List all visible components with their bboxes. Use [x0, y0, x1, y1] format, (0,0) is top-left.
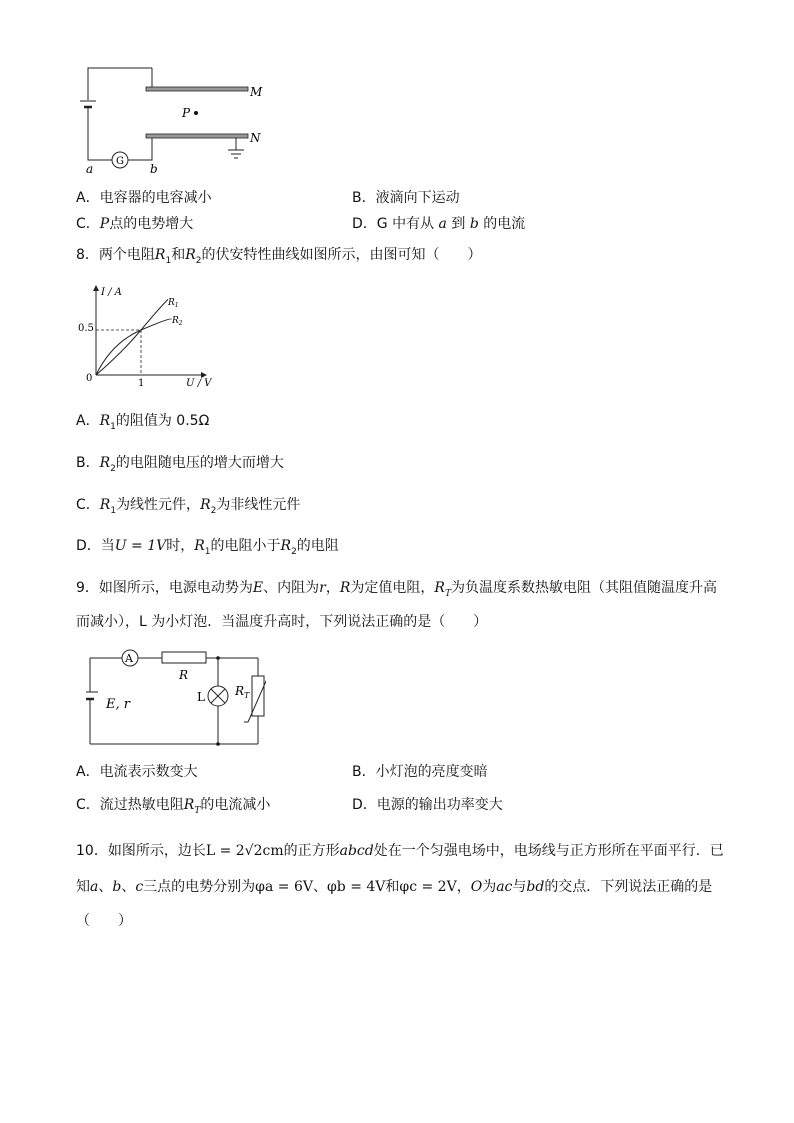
curve-r2 — [96, 319, 172, 375]
q8-option-d-sub1: 1 — [204, 546, 211, 557]
q10-line1-a: 10．如图所示，边长 — [76, 843, 206, 859]
label-thermistor-sub: T — [244, 691, 250, 700]
iu-characteristic-chart — [76, 280, 216, 390]
q8-option-d-mid1: 时， — [166, 538, 195, 554]
q9-stem-part-a: 9．如图所示，电源电动势为 — [76, 580, 253, 596]
q8-option-c-sub1: 1 — [110, 505, 117, 516]
label-m: M — [250, 85, 263, 99]
q10-line2-o: O — [470, 879, 483, 895]
q7-option-d-suffix: 的电流 — [483, 216, 526, 232]
q10-line2-vc: c — [135, 879, 144, 895]
label-resistor: R — [179, 668, 189, 682]
q8-option-c-prefix: C． — [76, 497, 100, 513]
q7-option-d-a: a — [438, 216, 447, 232]
q8-stem-and: 和 — [171, 247, 186, 263]
q10-line2-phib: φb = 4V — [326, 879, 386, 895]
q8-option-d-var2: R — [280, 538, 292, 554]
origin-label: 0 — [86, 373, 93, 384]
label-ammeter: A — [125, 652, 133, 665]
q10-line1-eq: L = 2√2cm — [205, 843, 284, 859]
q10-line2-d: 三点的电势分别为 — [143, 879, 256, 895]
q8-option-d-prefix: D．当 — [76, 538, 115, 554]
q10-line1-c: 处在一个匀强电场中，电场线与正方形所在平面平行．已 — [373, 843, 724, 859]
q8-option-c-var2: R — [200, 497, 211, 513]
q10-line2-e: 、 — [312, 879, 327, 895]
curve-r2-label-sub: 2 — [178, 320, 183, 327]
q8-stem-r1: R — [154, 247, 166, 263]
q10-line2-a: 知 — [76, 879, 90, 895]
q10-line2 — [76, 878, 712, 896]
q8-stem-start: 8．两个电阻 — [76, 247, 155, 263]
label-lamp: L — [197, 690, 205, 704]
q10-line1 — [76, 842, 724, 860]
q8-option-c-sub2: 2 — [210, 505, 217, 516]
q9-stem-R: R — [339, 580, 351, 596]
q7-option-d-b: b — [469, 216, 479, 232]
q7-option-a: A．电容器的电容减小 — [76, 190, 212, 206]
q9-option-d: D．电源的输出功率变大 — [352, 797, 503, 813]
q10-line1-abcd: abcd — [339, 843, 374, 859]
x-tick-label: 1 — [138, 378, 145, 389]
q8-option-d-mid2: 的电阻小于 — [210, 538, 281, 554]
q10-line1-b: 的正方形 — [283, 843, 340, 859]
q10-line2-i: 与 — [512, 879, 527, 895]
q9-stem-part-d: 为定值电阻， — [350, 580, 435, 596]
q9-stem-line2: 而减小），L 为小灯泡．当温度升高时，下列说法正确的是（ ） — [76, 614, 488, 630]
curve-r1-label-main: R — [168, 298, 175, 308]
q8-option-a-suffix: 的阻值为 0.5Ω — [115, 413, 210, 429]
q10-line2-h: 为 — [482, 879, 497, 895]
q8-option-a-prefix: A． — [76, 413, 100, 429]
label-source: E, r — [106, 697, 130, 712]
q9-option-b: B．小灯泡的亮度变暗 — [352, 764, 488, 780]
label-thermistor-main: R — [235, 684, 245, 698]
q7-option-b: B．液滴向下运动 — [352, 190, 460, 206]
q10-line2-phic: φc = 2V — [399, 879, 457, 895]
label-thermistor — [234, 684, 250, 700]
q9-option-c-sub: T — [194, 805, 201, 816]
q8-option-b-suffix: 的电阻随电压的增大而增大 — [115, 455, 284, 471]
q9-option-a: A．电流表示数变大 — [76, 764, 198, 780]
q8-option-c-suffix: 为非线性元件 — [216, 497, 301, 513]
q10-line2-vb: b — [112, 879, 122, 895]
q10-line2-ac: ac — [496, 879, 513, 895]
y-axis-label: I / A — [101, 287, 122, 298]
q7-option-c-suffix: 点的电势增大 — [109, 216, 194, 232]
x-axis-label: U / V — [186, 378, 212, 389]
q9-stem-r: r — [319, 580, 326, 596]
q8-option-a-sub: 1 — [110, 421, 116, 432]
q9-option-c — [76, 796, 270, 820]
q8-option-c-mid: 为线性元件， — [116, 497, 201, 513]
q10-line2-c: 、 — [121, 879, 136, 895]
q10-line2-g: ， — [456, 879, 471, 895]
q9-stem-rt-sub: T — [444, 588, 451, 599]
q10-line2-va: a — [90, 879, 99, 895]
label-g: G — [116, 156, 124, 167]
q8-option-b-sub: 2 — [110, 463, 116, 474]
q8-option-d-suffix: 的电阻 — [296, 538, 339, 554]
q9-option-c-prefix: C．流过热敏电阻 — [76, 797, 184, 813]
label-p: P — [182, 106, 191, 120]
q9-stem-e: E — [252, 580, 264, 596]
q9-stem-part-e: 为负温度系数热敏电阻（其阻值随温度升高 — [450, 580, 717, 596]
q8-stem-r2-sub: 2 — [195, 255, 202, 266]
label-n: N — [250, 131, 261, 145]
q7-option-c-var: P — [99, 216, 110, 232]
q10-line2-bd: bd — [526, 879, 545, 895]
q10-line2-f: 和 — [385, 879, 400, 895]
q9-stem-rt: R — [434, 580, 445, 596]
q8-stem-r1-sub: 1 — [165, 255, 172, 266]
q9-option-c-var: R — [183, 797, 195, 813]
q10-line2-phia: φa = 6V — [255, 879, 313, 895]
curve-r2-label-main: R — [172, 316, 179, 326]
q7-option-d — [352, 215, 525, 233]
q8-option-d-var1: R — [194, 538, 205, 554]
y-tick-label: 0.5 — [78, 323, 94, 334]
q8-option-b-prefix: B． — [76, 455, 100, 471]
capacitor-circuit-diagram — [76, 60, 276, 178]
q8-option-a — [76, 412, 209, 436]
q10-line3: （ ） — [76, 913, 132, 929]
thermistor-circuit-diagram — [86, 646, 266, 750]
q8-stem — [76, 246, 481, 270]
q8-option-a-var: R — [99, 413, 111, 429]
curve-r1-label-sub: 1 — [174, 302, 179, 309]
q8-stem-end: 的伏安特性曲线如图所示，由图可知（ ） — [201, 247, 482, 263]
q8-option-b — [76, 454, 284, 478]
q9-option-c-suffix: 的电流减小 — [200, 797, 271, 813]
q9-stem-part-b: 、内阻为 — [263, 580, 320, 596]
q7-option-d-mid: 到 — [451, 216, 466, 232]
label-b: b — [150, 162, 158, 176]
q8-option-b-var: R — [99, 455, 111, 471]
curve-r1-label — [167, 298, 179, 309]
q8-option-d-eq: U = 1V — [114, 538, 167, 554]
q10-line2-j: 的交点．下列说法正确的是 — [544, 879, 713, 895]
q8-option-c — [76, 496, 300, 520]
q9-stem-part-c: ， — [325, 580, 340, 596]
q7-option-c-prefix: C． — [76, 216, 100, 232]
q8-stem-r2: R — [185, 247, 196, 263]
curve-r2-label — [171, 316, 183, 327]
label-a: a — [86, 162, 94, 176]
q9-stem-line1 — [76, 579, 717, 603]
q8-option-d-sub2: 2 — [291, 546, 297, 557]
q8-option-d — [76, 537, 339, 561]
q10-line2-b: 、 — [98, 879, 113, 895]
q7-option-c — [76, 215, 193, 233]
curve-r1 — [96, 299, 168, 375]
q7-option-d-prefix: D．G 中有从 — [352, 216, 435, 232]
q8-option-c-var1: R — [99, 497, 111, 513]
